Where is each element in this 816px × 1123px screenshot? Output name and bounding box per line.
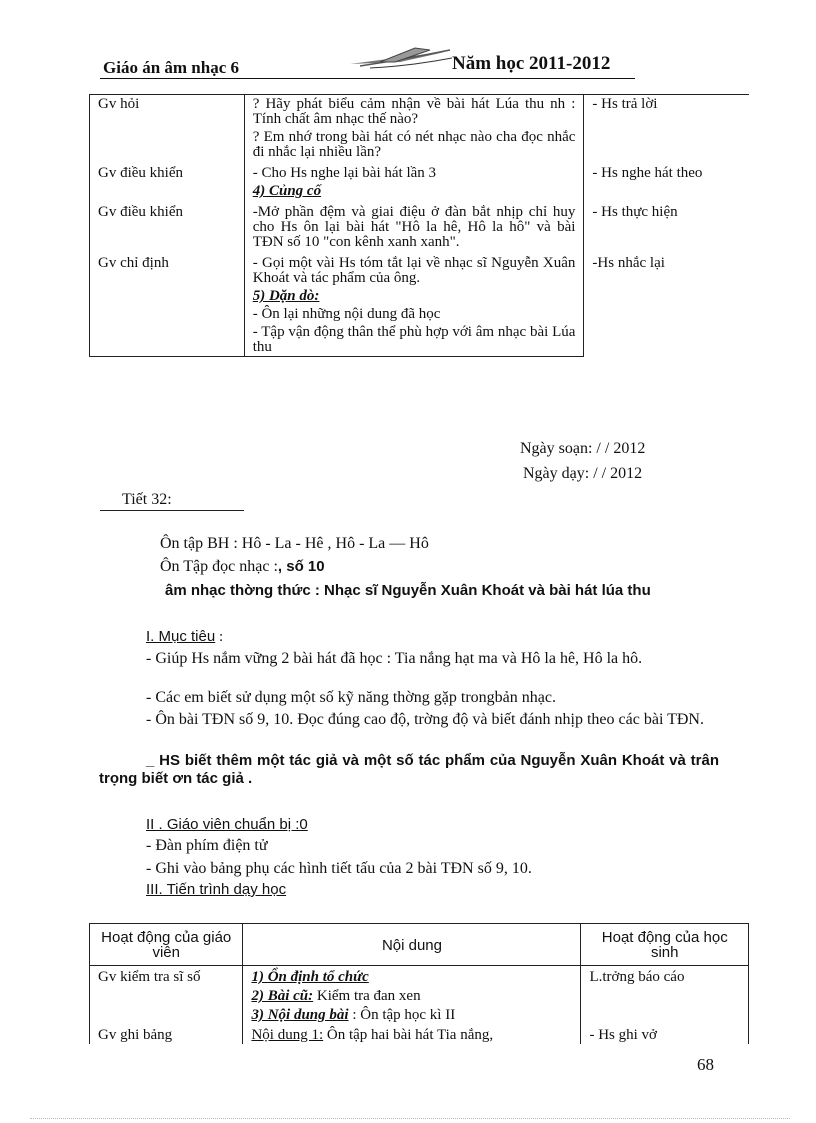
topic-line-2 [160, 558, 325, 576]
content-line: ? Hãy phát biểu cảm nhận về bài hát Lúa thu nh : Tính chất âm nhạc thế nào? [252, 96, 576, 127]
content-text: Ôn tập hai bài hát Tia nắng, [323, 1027, 494, 1043]
content-line: - Ôn lại những nội dung đã học [252, 306, 441, 322]
section-heading: 3) Nội dung bài [251, 1007, 349, 1023]
teacher-cell: Gv ghi bảng [90, 1024, 243, 1044]
preparation-2: - Ghi vào bảng phụ các hình tiết tấu của 2 bài TĐN số 9, 10. [146, 860, 532, 877]
teacher-cell: Gv điều khiển [90, 164, 245, 203]
header-right-year: Năm học 2011-2012 [452, 53, 611, 74]
topic-line-3: âm nhạc thờng thức : Nhạc sĩ Nguyễn Xuân Khoát và bài hát lúa thu [165, 582, 651, 599]
header-teacher: Hoạt động của giáo viên [90, 924, 243, 966]
header-left-title: Giáo án âm nhạc 6 [103, 58, 240, 77]
table-row [90, 95, 750, 165]
teaching-process-table [89, 923, 749, 1044]
page-bottom-divider [30, 1118, 790, 1119]
teacher-cell: Gv hỏi [90, 95, 245, 165]
date-taught: Ngày dạy: / / 2012 [523, 465, 643, 482]
section-title-suffix: : [215, 629, 224, 645]
student-cell: - Hs nghe hát theo [584, 164, 749, 203]
student-cell: - Hs ghi vở [581, 1024, 749, 1044]
objective-4: _ HS biết thêm một tác giả và một số tác phẩm của Nguyễn Xuân Khoát và trân trọng biết ơn tác giả . [99, 752, 719, 787]
student-cell: - Hs trả lời [584, 95, 749, 165]
section-process-title: III. Tiến trình dạy học [146, 881, 287, 898]
section-heading: 4) Củng cố [252, 183, 322, 199]
content-line [251, 1008, 572, 1023]
date-prepared: Ngày soạn: / / 2012 [520, 440, 646, 457]
teacher-cell: Gv điều khiển [90, 203, 245, 254]
header-student: Hoạt động của học sinh [581, 924, 749, 966]
objective-2: - Các em biết sử dụng một số kỹ năng thờng gặp trongbản nhạc. [146, 689, 556, 706]
lesson-number [100, 491, 244, 511]
preparation-1: - Đàn phím điện tử [146, 837, 268, 854]
table-row [90, 254, 750, 357]
section-heading: 2) Bài cũ: [251, 988, 314, 1004]
content-cell [243, 1024, 581, 1044]
content-line: - Cho Hs nghe lại bài hát lần 3 [252, 165, 437, 181]
table-row [90, 164, 750, 203]
table-row [90, 203, 750, 254]
section-objectives-title [146, 628, 223, 646]
student-cell: L.trởng báo cáo [581, 966, 749, 1025]
lesson-activity-table [89, 94, 749, 357]
topic-line-1: Ôn tập BH : Hô - La - Hê , Hô - La — Hô [160, 535, 429, 552]
topic-line-2b: , số 10 [277, 558, 325, 575]
teacher-cell: Gv kiểm tra sĩ số [90, 966, 243, 1025]
content-text: Kiểm tra đan xen [313, 988, 421, 1004]
lesson-number-text: Tiết 32: [122, 491, 172, 508]
content-cell [244, 95, 584, 165]
content-cell [244, 203, 584, 254]
content-cell [244, 164, 584, 203]
section-title-text: I. Mục tiêu [146, 628, 216, 645]
section-heading: 5) Dặn dò: [252, 288, 320, 304]
teacher-cell: Gv chỉ định [90, 254, 245, 357]
content-line: -Mở phần đệm và giai điệu ở đàn bắt nhịp chỉ huy cho Hs ôn lại bài hát "Hô la hê, Hô la hô" và bài TĐN số 10 "con kênh xanh xanh". [252, 204, 576, 250]
content-label: Nội dung 1: [251, 1027, 324, 1043]
content-text: : Ôn tập học kì II [348, 1007, 456, 1023]
section-heading: 1) Ổn định tổ chức [251, 969, 369, 985]
table-row [90, 1024, 749, 1044]
header-content: Nội dung [243, 924, 581, 966]
objective-1: - Giúp Hs nắm vững 2 bài hát đã học : Tia nắng hạt ma và Hô la hê, Hô la hô. [146, 650, 643, 667]
content-cell [244, 254, 584, 357]
page-number: 68 [697, 1055, 714, 1074]
content-line: ? Em nhớ trong bài hát có nét nhạc nào cha đọc nhắc đi nhắc lại nhiều lần? [252, 129, 576, 160]
content-line [251, 989, 572, 1004]
section-preparation-title: II . Giáo viên chuẩn bị :0 [146, 816, 308, 833]
student-cell: -Hs nhắc lại [584, 254, 749, 357]
table-row [90, 966, 749, 1025]
content-cell [243, 966, 581, 1025]
topic-line-2a: Ôn Tập đọc nhạc : [160, 558, 278, 575]
content-line: - Gọi một vài Hs tóm tắt lại về nhạc sĩ Nguyễn Xuân Khoát và tác phẩm của ông. [252, 255, 576, 286]
header-divider [100, 78, 635, 79]
student-cell: - Hs thực hiện [584, 203, 749, 254]
content-line: - Tập vận động thân thể phù hợp với âm nhạc bài Lúa thu [252, 324, 576, 355]
objective-3: - Ôn bài TĐN số 9, 10. Đọc đúng cao độ, trờng độ và biết đánh nhịp theo các bài TĐN. [146, 711, 704, 728]
quill-pen-icon [340, 40, 460, 74]
table-header-row [90, 924, 749, 966]
